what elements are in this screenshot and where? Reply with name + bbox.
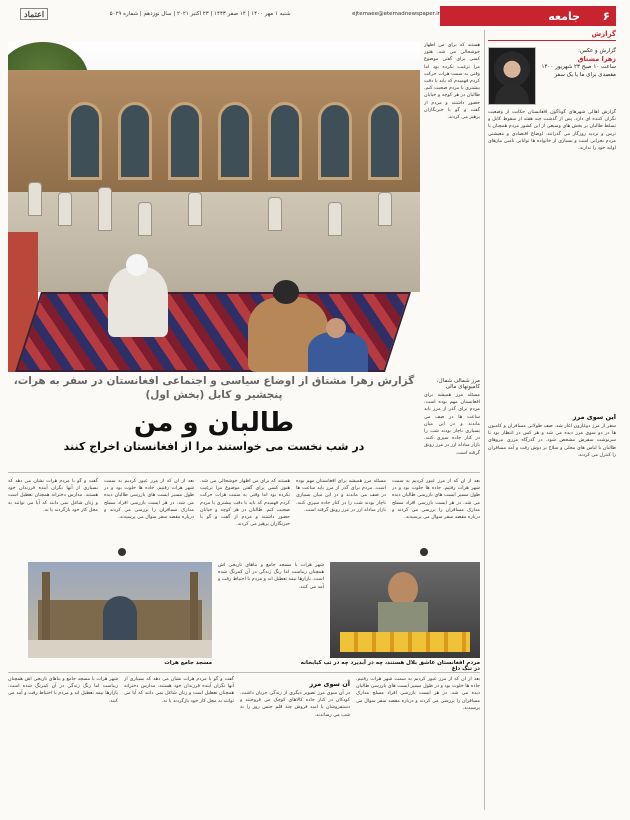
bottom-column-1 — [8, 676, 118, 810]
tombstone — [268, 197, 282, 231]
tombstone — [328, 202, 342, 236]
author-box — [488, 47, 616, 105]
overtitle: گزارش زهرا مشتاق از اوضاع سیاسی و اجتماعی افغانستان در سفر به هرات، پنجشیر و کابل (بخش اول) — [13, 375, 415, 401]
website-address[interactable]: ejtemaee@etemadnewspaper.ir — [352, 11, 440, 17]
newspaper-logo: اعتماد — [20, 8, 48, 20]
text-column-2 — [104, 478, 194, 548]
top-column-body: هستند که برای من اظهار خوشحالی می شد. هنوز کسی برای گفتن موضوع مرا ترغیب نکرده بود اما وقتی به سمت هرات حرکت کردم فهمیدم که باید با دقت بیشتری با مردم صحبت کنم. طالبان در هر کوچه و خیابان حضور داشتند و مردم از گفت و گو با خبرنگاران پرهیز می کردند. — [424, 43, 480, 121]
arch — [118, 102, 152, 180]
section-name: جامعه — [548, 9, 580, 23]
report-kicker: گزارش — [488, 30, 616, 41]
headline-block — [8, 374, 420, 453]
header-meta — [20, 8, 440, 20]
man-cap — [273, 280, 299, 304]
right-column — [488, 30, 616, 810]
right-subhead: این سوی مرز — [572, 413, 616, 421]
text-column-3 — [200, 478, 290, 548]
arch — [268, 102, 302, 180]
subheadline: در شب نخست می خواستند مرا از افغانستان اخراج کنند — [63, 440, 365, 453]
author-info — [540, 47, 616, 105]
center-body-4: بعد از آن که از مرز عبور کردیم به سمت شهر هرات رفتیم. جاده ها خلوت بود و در طول مسیر ایست های بازرسی طالبان دیده می شد. در هر ایست بازرسی افراد مسلح مدارک مسافران را بررسی می کردند و درباره مقصد سفر سوال می پرسیدند. — [392, 479, 480, 521]
minaret — [190, 572, 198, 640]
lower-rule — [8, 672, 480, 673]
bottom-column-4 — [356, 676, 480, 810]
arch — [318, 102, 352, 180]
vendor-caption: مردم افغانستان عاشق بلال هستند، چه در آبدیرد چه در تب کبابخانه در تنگ داغ — [300, 660, 480, 672]
main-headline: طالبان و من — [133, 408, 295, 438]
mosque-photo — [28, 562, 212, 658]
mosque-caption: مسجد جامع هرات — [164, 660, 212, 666]
text-column-4 — [296, 478, 386, 548]
bottom-body-3: در آن سوی مرز تصویر دیگری از زندگی جریان داشت. کودکان در کنار جاده کالاهای کوچک می فروختند و دستفروشان با امید فروش چند قلم جنس روز را به شب می رساندند. — [240, 691, 350, 718]
ornament-icon — [420, 548, 428, 556]
elder-turban — [126, 254, 148, 276]
tombstone — [378, 192, 392, 226]
page-header — [20, 6, 616, 26]
bottom-body-4: بعد از آن که از مرز عبور کردیم به سمت شهر هرات رفتیم. جاده ها خلوت بود و در طول مسیر ایست های بازرسی طالبان دیده می شد. در هر ایست بازرسی افراد مسلح مدارک مسافران را بررسی می کردند و درباره مقصد سفر سوال می پرسیدند. — [356, 677, 480, 711]
right-body: گزارش اهالی شهرهای گوناگون افغانستان حکایت از وضعیت نگران کننده ای دارد. پس از گذشت چند هفته از سقوط کابل و تسلط طالبان بر بخش های وسیعی از این کشور مردم همچنان با ترس و تردید روزگار می گذرانند. اوضاع اقتصادی و معیشتی مردم بحرانی است و بسیاری از خانواده ها توانایی تامین نیازهای اولیه خود را ندارند. — [488, 110, 616, 152]
vendor-head — [388, 572, 418, 606]
center-body-3: مسئله مرز همیشه برای افغانستان مهم بوده است. مردم برای گذر از مرز باید ساعت ها در صف می ماندند و در این میان بسیاری ناچار بودند شب را در کنار جاده سپری کنند. بازار مبادله ارز در مرز رونق گرفته است. — [296, 479, 386, 513]
vendor-photo — [330, 562, 480, 658]
arch — [218, 102, 252, 180]
minaret — [42, 572, 50, 640]
date-line: شنبه ۱ مهر ۱۴۰۰ | ۱۴ صفر ۱۴۴۳ | ۲۳ اکتبر ۲۰۲۱ | سال نوزدهم | شماره ۵۰۲۹ — [109, 11, 291, 17]
tombstone — [58, 192, 72, 226]
child-head — [326, 318, 346, 338]
tombstone — [28, 182, 42, 216]
arch — [68, 102, 102, 180]
bottom-body-1: شهر هرات با مسجد جامع و بناهای تاریخی اش همچنان زیباست اما رنگ زندگی در آن کمرنگ شده است. بازارها نیمه تعطیل اند و مردم با احتیاط رفت و آمد می کنند. — [8, 677, 118, 704]
lower-subhead: آن سوی مرز — [309, 680, 350, 688]
lower-center-body: شهر هرات با مسجد جامع و بناهای تاریخی اش همچنان زیباست اما رنگ زندگی در آن کمرنگ شده است. بازارها نیمه تعطیل اند و مردم با احتیاط رفت و آمد می کنند. — [218, 563, 324, 590]
bottom-body-2: گفت و گو با مردم هرات نشان می دهد که بسیاری از آنها نگران آینده فرزندان خود هستند. مدارس دخترانه همچنان تعطیل است و زنان شاغل نمی دانند که آیا می توانند به محل کار خود بازگردند یا نه. — [124, 677, 234, 704]
top-narrow-column — [424, 42, 480, 372]
seated-elder — [108, 267, 168, 337]
text-column-1 — [8, 478, 98, 548]
tombstone — [188, 192, 202, 226]
author-photo — [488, 47, 536, 105]
main-photo-shrine — [8, 42, 420, 372]
mid-right-body: مسئله مرز همیشه برای افغانستان مهم بوده است. مردم برای گذر از مرز باید ساعت ها در صف می ماندند و در این میان بسیاری ناچار بودند شب را در کنار جاده سپری کنند. بازار مبادله ارز در مرز رونق گرفته است. — [424, 393, 480, 456]
ornament-icon — [118, 548, 126, 556]
bottom-column-2 — [124, 676, 234, 810]
text-column-5 — [392, 478, 480, 548]
arch — [168, 102, 202, 180]
tombstone — [98, 187, 112, 231]
author-label: گزارش و عکس: — [578, 48, 616, 54]
center-body: بعد از آن که از مرز عبور کردیم به سمت شهر هرات رفتیم. جاده ها خلوت بود و در طول مسیر ایست های بازرسی طالبان دیده می شد. در هر ایست بازرسی افراد مسلح مدارک مسافران را بررسی می کردند و درباره مقصد سفر سوال می پرسیدند. — [104, 479, 194, 521]
courtyard — [28, 640, 212, 658]
tombstone — [138, 202, 152, 236]
column-divider — [484, 30, 485, 810]
corn-stall — [340, 632, 470, 652]
right-body-2: سفر از مرز دوغارون آغاز شد. صف طولانی مسافران و کامیون ها در دو سوی مرز دیده می شد و هر کس در انتظار بود تا سرنوشت سفرش مشخص شود. در گذرگاه مرزی نیروهای طالبان با لباس های محلی و سلاح بر دوش رفت و آمد مسافران را کنترل می کردند. — [488, 424, 616, 458]
section-rule — [8, 472, 480, 473]
section-banner — [440, 6, 616, 26]
lower-center-column — [218, 562, 324, 666]
author-name: زهرا مشتاق — [577, 55, 616, 63]
mosque-arch — [103, 596, 137, 640]
mid-byline: مرز شمالی شمال، کامیونهای مالی — [436, 378, 480, 390]
page-number: ۶ — [602, 9, 610, 23]
author-note: ساعت ۱۰ صبح ۲۳ شهریور ۱۴۰۰ مقصدی برای ما یا یک سفر — [541, 64, 616, 78]
bottom-column-3 — [240, 676, 350, 810]
left-body: گفت و گو با مردم هرات نشان می دهد که بسیاری از آنها نگران آینده فرزندان خود هستند. مدارس دخترانه همچنان تعطیل است و زنان شاغل نمی دانند که آیا می توانند به محل کار خود بازگردند یا نه. — [8, 479, 98, 513]
center-body-2: هستند که برای من اظهار خوشحالی می شد. هنوز کسی برای گفتن موضوع مرا ترغیب نکرده بود اما وقتی به سمت هرات حرکت کردم فهمیدم که باید با دقت بیشتری با مردم صحبت کنم. طالبان در هر کوچه و خیابان حضور داشتند و مردم از گفت و گو با خبرنگاران پرهیز می کردند. — [200, 479, 290, 528]
arch — [368, 102, 402, 180]
child — [308, 332, 368, 372]
